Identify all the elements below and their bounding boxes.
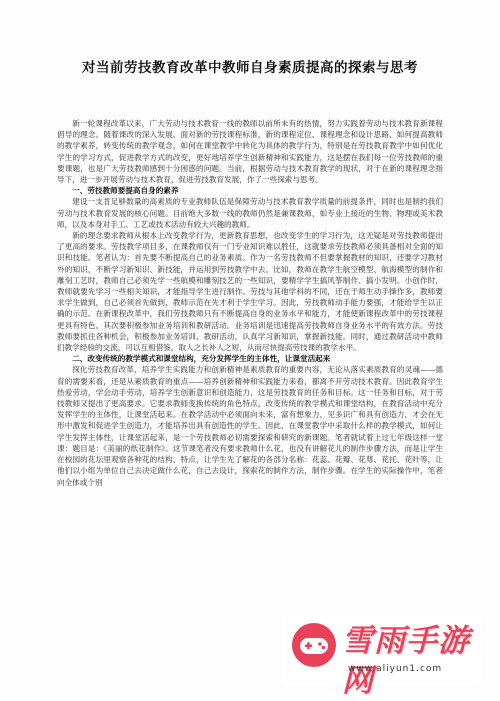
document-title: 对当前劳技教育改革中教师自身素质提高的探索与思考 [82, 60, 418, 76]
body-paragraph: 探化劳技教育改革，培养学生实践能力和创新精神是素质教育的重要内容，无论从落实素质教育的灵魂——德育的需要来看，还是从素质教育的重点——培养创新精神和实践能力来看，都离不开劳动技术教育。因此教育学生热爱劳动，学会动手劳动，培养学生创新意识和创造能力，这是劳技教育的任务和目标。这一任务和目标，对于劳技教师又提出了更高要求。它要求教师变换传统的角色特点，改变传统的教学模式和课堂结构，在教育活动中充分发挥学生的主体性，让课堂活起来。在教学活动中必须面向未来，富有想象力，见多识广和具有创造力，才会在无形中激发和促进学生创造力，才能培养出具有创造性的学生。因此，在课堂教学中采取什么样的教学模式，如何让学生发挥主体性，让课堂活起来，是一个劳技教师必切需要探索和研究的新课题。笔者就试着上过七年级这样一堂课：题目是：《美丽的纸花制作》。这节课笔者没有要求教师什么花，也没有讲解花儿的制作步骤方法，而是让学生在校园的花坛里观察各种花的结构、特点，让学生先了解花的各部分名称：花蕊、花瓣、花萼、花托、花叶等，让他们以小组为单位自己去决定做什么花，自己去设计，探索花的制作方法，制作步骤。在学生的实际操作中，笔者向全体或个别 [57, 365, 443, 487]
section-heading: 二、改变传统的教学模式和课堂结构，充分发挥学生的主体性，让课堂活起来 [72, 354, 331, 364]
section-heading: 一、劳技教师要提高自身的素养 [72, 186, 179, 196]
gamepad-logo-icon [290, 621, 338, 669]
body-paragraph: 新一轮课程改革以来，广大劳动与技术教育一线的教师以前所未有的热情，努力实践着劳动与技术教育新课程倡导的理念。随着课改的深入发展，面对新的劳技课程标准，新的课程定位、课程理念和设计思路、如何提高教师的教学素养，转变传统的教学观念，如何在课堂教学中转化为具体的教学行为，特别是在劳技教育教学中如何优化学生的学习方式，促进教学方式的改变，更好地培养学生创新精神和实践能力，这是摆在我们每一位劳技教师的重要课题，也是广大劳技教师感到十分困惑的问题。当前，根据劳动与技术教育教学的现状，对于在新的课程理念指导下，进一步开展劳动与技术教育，促进劳技教育发展，作了一些探索与思考。 [57, 119, 443, 185]
watermark-brand: 雪雨手游网 [342, 623, 470, 699]
document-body [57, 118, 443, 488]
site-watermark [282, 613, 482, 699]
body-paragraph: 建设一支肯足够数量的高素质的专业教师队伍是保障劳动与技术教育教学质量的前提条件，同时也是制约我们劳动与技术教育发展的核心问题。目前绝大多数一线的教师仍然是兼课教师，如专业上接近的生物、物理或美术教师，以及本身对手工、工艺或技术活动有较大兴趣的教师。 [57, 197, 443, 229]
watermark-url: www.aliyun1.com [348, 664, 443, 674]
body-paragraph: 新的理念要求教师从根本上改变教学行为，更新教育思想，也改变学生的学习行为，这无疑是对劳技教师提出了更高的要求。劳技教学项目多，在课教师仅有一门专业知识难以胜任，这就要求劳技教师必须具备相对全面的知识和技能。笔者认为：首先要不断提高自己的业务素质。作为一名劳技教师不但要掌握教材的知识，还要学习教材外的知识，不断学习新知识、新技能，并运用到劳技教学中去。比如，教师在教学生航空模型、航海模型的制作和雕刻工艺时，教师自己必须先学一些航模和雕刻技艺的一些知识，要精学学生搞风筝制作、搞小发明。小创作时，教师就要先学习一些相关知识，才能指导学生进行制作。劳技与其他学科的不同，还在于师生动手操作多，教师要求学生做到，自己必须首先做到，教师示范在先才利于学生学习。因此，劳技教师动手能力要强，才能给学生以正确的示范。在新课程改革中，我们劳技教师只有不断提高自身的业务水平和能力，才能使新课程改革中的劳技课程更具有特色。其次要积极参加业务培训和教研活动。业务培训是迅速提高劳技教师自身业务水平的有效方法。劳技教师要抓住各种机会，积极参加业务培训、教研活动，认真学习新知识，掌握新技能。同时，通过教研活动中教师们教学经验的交流，可以互相借鉴，取人之长补人之短，从而尽快提高劳技课的教学水平。 [57, 231, 443, 353]
